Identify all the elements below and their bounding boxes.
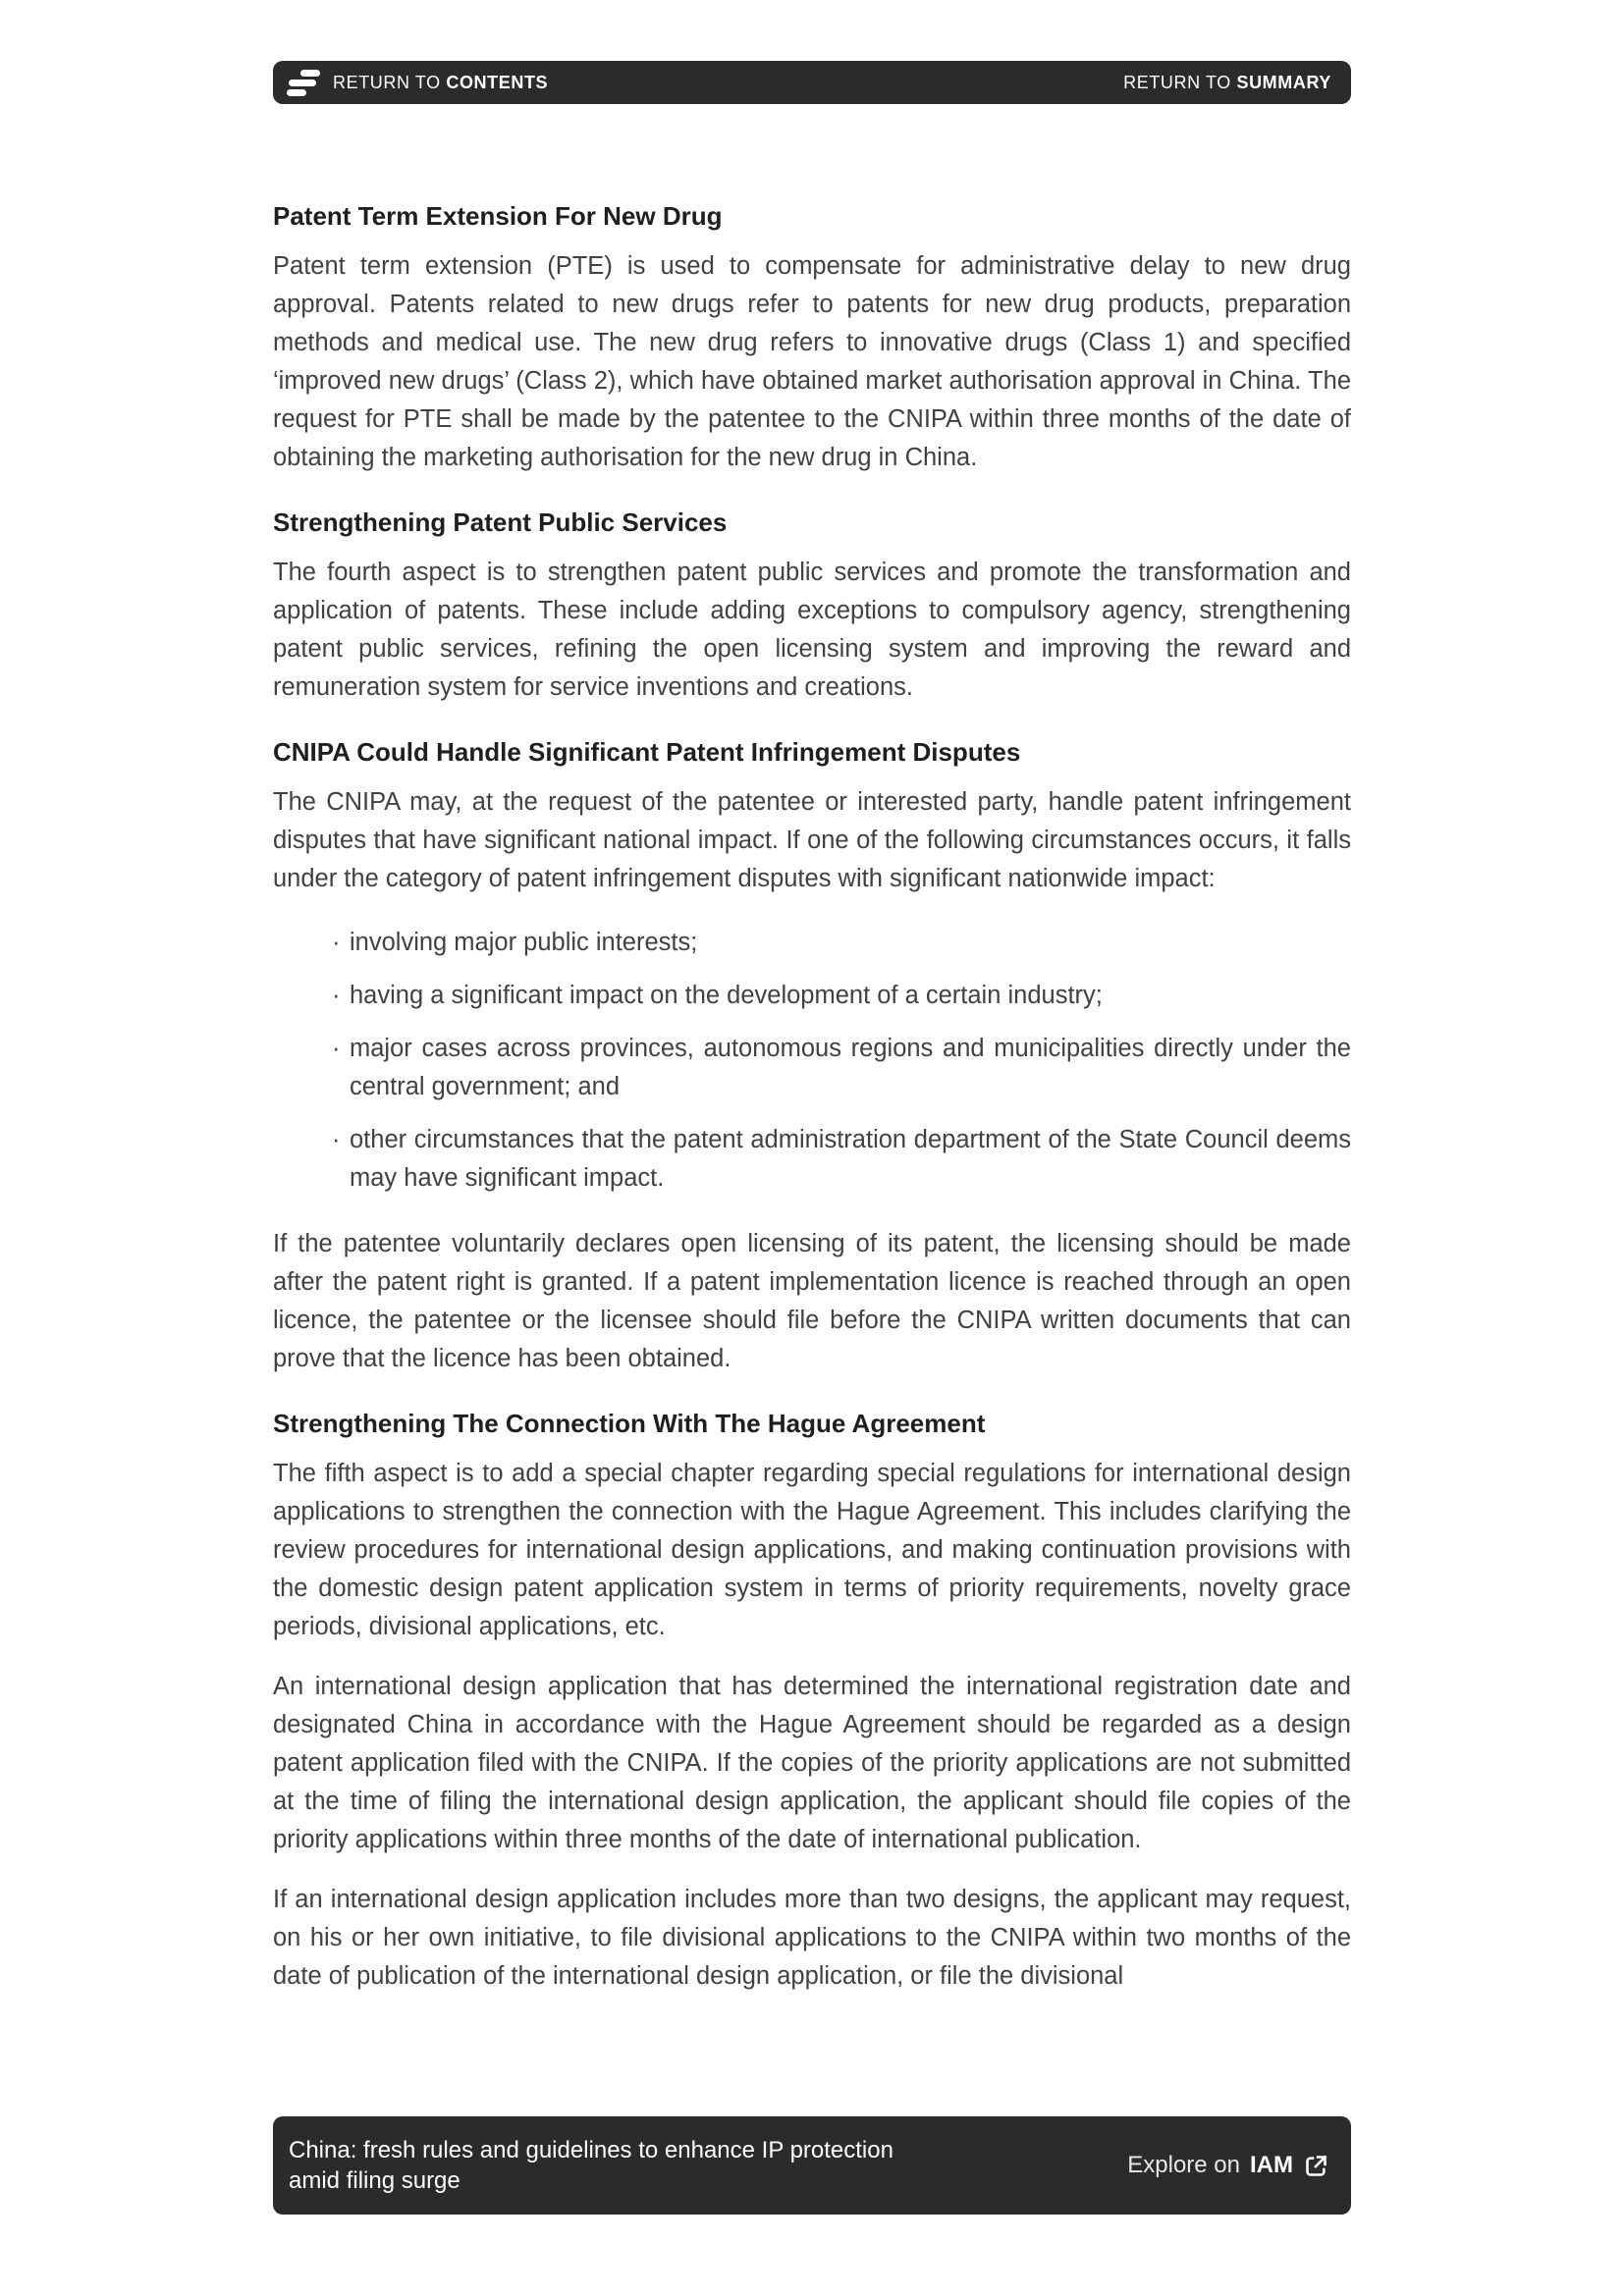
section-heading: Strengthening Patent Public Services [273, 507, 728, 537]
return-to-prefix: RETURN TO [333, 72, 447, 92]
return-to-prefix: RETURN TO [1123, 72, 1237, 92]
bullet-list [273, 924, 1351, 1198]
return-to-contents-label [333, 73, 548, 93]
list-item: · major cases across provinces, autonomous regions and municipalities directly under the central government; and [332, 1030, 1351, 1106]
article-title-line2: amid filing surge [289, 2167, 460, 2194]
footer-bar [273, 2116, 1351, 2215]
return-to-contents-button[interactable] [287, 70, 548, 96]
article-title [289, 2135, 893, 2196]
external-link-icon [1303, 2153, 1329, 2179]
article-title-line1: China: fresh rules and guidelines to enhance IP protection [289, 2137, 893, 2163]
section-heading: Strengthening The Connection With The Hague Agreement [273, 1409, 986, 1438]
paragraph: Patent term extension (PTE) is used to compensate for administrative delay to new drug approval. Patents related to new drugs refer to patents for new drug products, preparation methods and medical use. The new drug refers to innovative drugs (Class 1) and specified ‘improved new drugs’ (Class 2), which have obtained market authorisation approval in China. The request for PTE shall be made by the patentee to the CNIPA within three months of the date of obtaining the marketing authorisation for the new drug in China. [273, 252, 1351, 471]
paragraph: The fifth aspect is to add a special chapter regarding special regulations for international design applications to strengthen the connection with the Hague Agreement. This includes clarifying the review procedures for international design applications, and making continuation provisions with the domestic design patent application system in terms of priority requirements, novelty grace periods, divisional applications, etc. [273, 1460, 1351, 1640]
paragraph: If an international design application includes more than two designs, the applicant may request, on his or her own initiative, to file divisional applications to the CNIPA within two months of the date of publication of the international design application, or file the divisional [273, 1886, 1351, 1990]
return-to-summary-label [1123, 73, 1331, 93]
list-item: · other circumstances that the patent administration department of the State Council deems may have significant impact. [332, 1121, 1351, 1198]
explore-on-iam-link[interactable] [1127, 2152, 1329, 2179]
summary-word: SUMMARY [1236, 72, 1331, 92]
paragraph: An international design application that has determined the international registration date and designated China in accordance with the Hague Agreement should be regarded as a design patent application filed with the CNIPA. If the copies of the priority applications are not submitted at the time of filing the international design application, the applicant should file copies of the priority applications within three months of the date of international publication. [273, 1673, 1351, 1853]
list-item: · involving major public interests; [332, 924, 1351, 962]
paragraph: If the patentee voluntarily declares open licensing of its patent, the licensing should be made after the patent right is granted. If a patent implementation licence is reached through an open licence, the patentee or the licensee should file before the CNIPA written documents that can prove that the licence has been obtained. [273, 1230, 1351, 1372]
paragraph: The CNIPA may, at the request of the patentee or interested party, handle patent infringement disputes that have significant national impact. If one of the following circumstances occurs, it falls under the category of patent infringement disputes with significant nationwide impact: [273, 788, 1351, 892]
return-to-summary-button[interactable] [1123, 73, 1331, 93]
paragraph: The fourth aspect is to strengthen patent public services and promote the transformation and application of patents. These include adding exceptions to compulsory agency, strengthening patent public services, refining the open licensing system and improving the reward and remuneration system for service inventions and creations. [273, 559, 1351, 701]
contents-word: CONTENTS [446, 72, 549, 92]
explore-on-text: Explore on [1127, 2152, 1240, 2178]
section-heading: Patent Term Extension For New Drug [273, 201, 723, 231]
list-item: · having a significant impact on the development of a certain industry; [332, 977, 1351, 1015]
iam-brand-text: IAM [1250, 2152, 1293, 2178]
document-body [273, 200, 1351, 1996]
section-heading: CNIPA Could Handle Significant Patent Infringement Disputes [273, 737, 1021, 767]
stacked-bars-logo-icon [287, 70, 320, 96]
top-navigation-bar [273, 61, 1351, 104]
